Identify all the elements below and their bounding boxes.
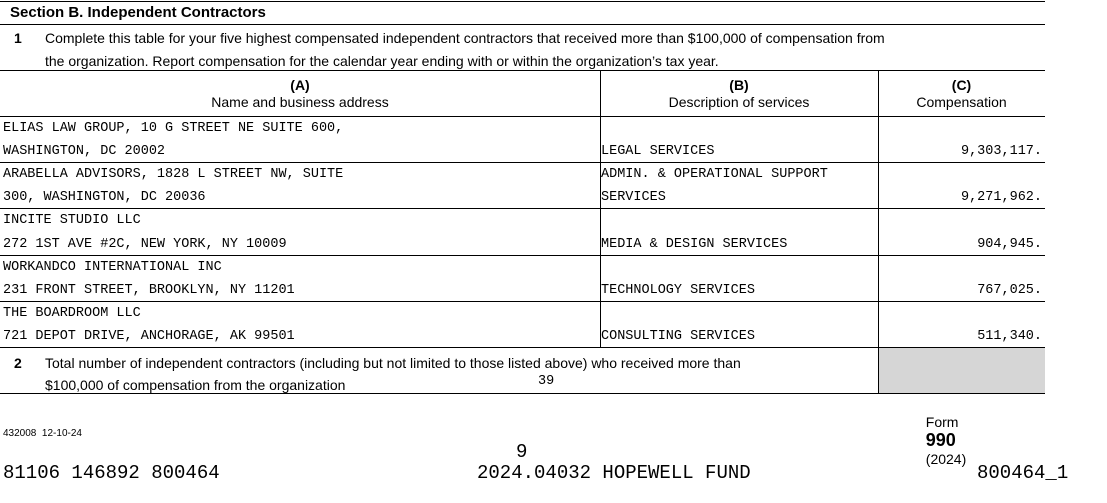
column-divider-ab [600,70,601,348]
column-divider-bc [878,70,879,394]
row-2-name-line1: ARABELLA ADVISORS, 1828 L STREET NW, SUITE [3,167,344,182]
row-1-desc-line2: LEGAL SERVICES [601,144,715,159]
line1-text-1: Complete this table for your five highest compensated independent contractors that received more than $100,000 of compensation from [45,30,885,46]
column-b-label: Description of services [668,94,810,110]
document-code: 432008 12-10-24 [3,428,82,439]
page-number: 9 [516,441,528,463]
row-rule-4 [0,301,1045,302]
line2-value: 39 [538,374,555,389]
header-bottom-rule [0,116,1045,117]
row-4-desc-line2: TECHNOLOGY SERVICES [601,283,755,298]
row-1-name-line1: ELIAS LAW GROUP, 10 G STREET NE SUITE 600, [3,121,344,136]
row-4-name-line1: WORKANDCO INTERNATIONAL INC [3,260,222,275]
row-1-name-line2: WASHINGTON, DC 20002 [3,144,166,159]
line1-number: 1 [14,30,22,46]
line2-text-1: Total number of independent contractors (including but not limited to those listed above) who received more than [45,355,741,371]
column-a-label: Name and business address [211,94,389,110]
row-3-name-line2: 272 1ST AVE #2C, NEW YORK, NY 10009 [3,237,287,252]
line2-number: 2 [14,355,22,371]
table-top-rule [0,70,1045,71]
row-5-name-line1: THE BOARDROOM LLC [3,306,141,321]
top-rule [0,1,1045,2]
row-3-name-line1: INCITE STUDIO LLC [3,213,141,228]
column-a-letter: (A) [290,77,310,93]
row-4-compensation: 767,025. [977,283,1042,298]
bottom-line-right: 800464_1 [977,462,1069,484]
row-2-compensation: 9,271,962. [960,190,1042,205]
column-header-b [600,77,878,111]
form-label [918,398,966,467]
section-title: Section B. Independent Contractors [10,4,266,21]
row-rule-3 [0,255,1045,256]
line2-text-2: $100,000 of compensation from the organization [45,377,346,393]
line1-text-2: the organization. Report compensation for the calendar year ending with or within the organization’s tax year. [45,53,719,69]
row-5-name-line2: 721 DEPOT DRIVE, ANCHORAGE, AK 99501 [3,329,295,344]
bottom-line-center: 2024.04032 HOPEWELL FUND [477,462,751,484]
form-number: 990 [925,430,956,450]
line2-shaded-cell [879,348,1045,393]
form-year: (2024) [925,451,967,467]
row-3-desc-line2: MEDIA & DESIGN SERVICES [601,237,788,252]
section-rule [0,24,1045,25]
row-2-name-line2: 300, WASHINGTON, DC 20036 [3,190,206,205]
row-rule-2 [0,208,1045,209]
row-2-desc-line1: ADMIN. & OPERATIONAL SUPPORT [601,167,828,182]
column-header-c [878,77,1045,111]
table-bottom-rule [0,393,1045,394]
row-4-name-line2: 231 FRONT STREET, BROOKLYN, NY 11201 [3,283,295,298]
column-header-a [0,77,600,111]
column-b-letter: (B) [729,77,749,93]
row-5-compensation: 511,340. [977,329,1042,344]
column-c-letter: (C) [951,77,972,93]
column-c-label: Compensation [916,94,1007,110]
row-rule-1 [0,162,1045,163]
bottom-line-left: 81106 146892 800464 [3,462,220,484]
form-word: Form [925,414,959,430]
row-1-compensation: 9,303,117. [960,144,1042,159]
row-3-compensation: 904,945. [977,237,1042,252]
row-2-desc-line2: SERVICES [601,190,666,205]
row-5-desc-line2: CONSULTING SERVICES [601,329,755,344]
